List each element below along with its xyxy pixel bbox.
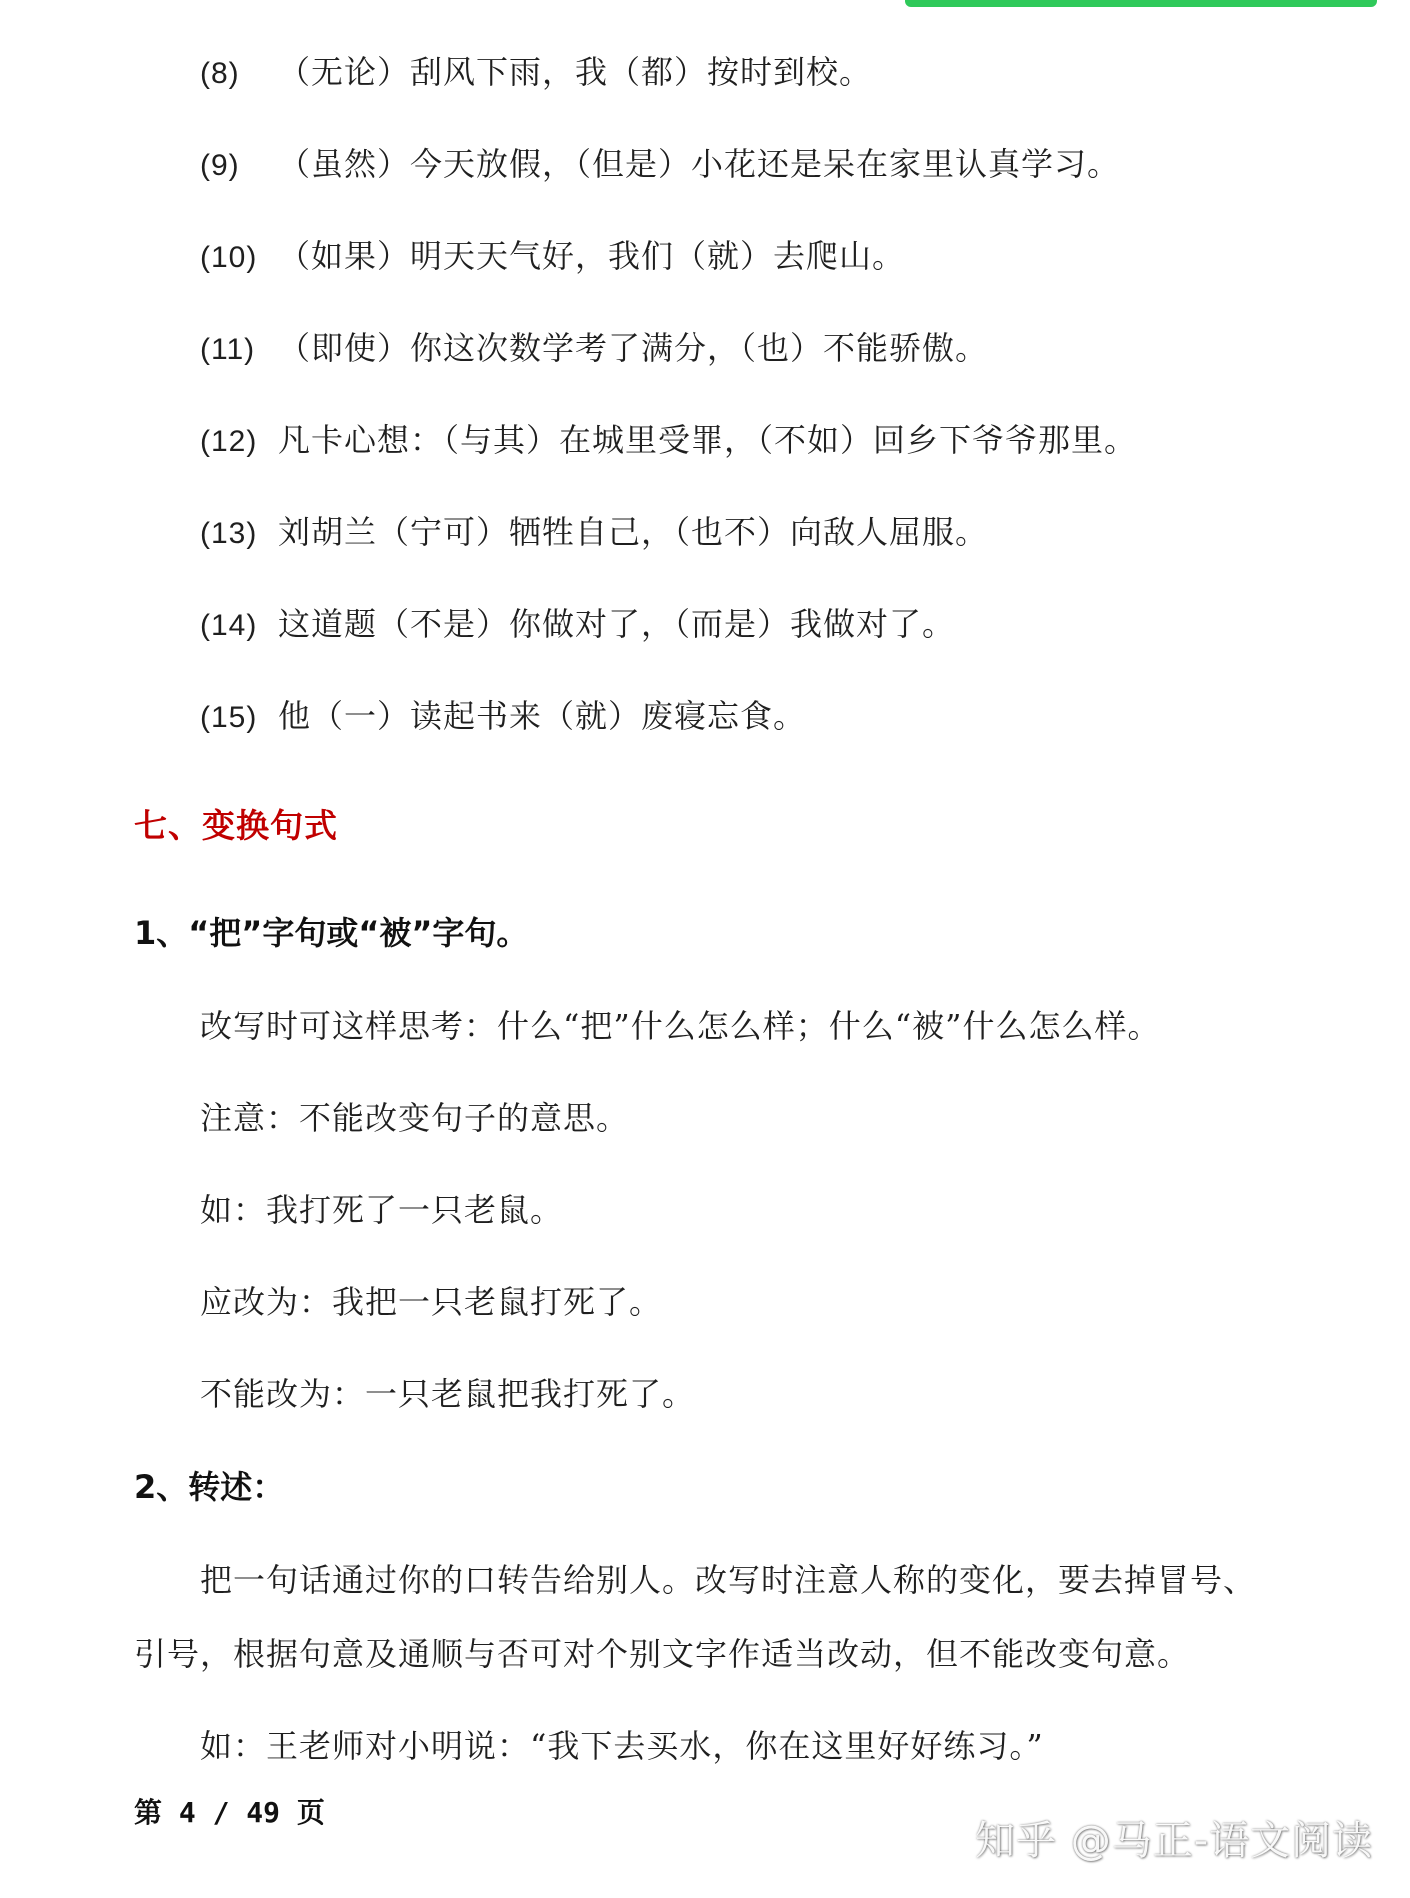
- sentence-item: [200, 328, 988, 370]
- subheading-retelling: 2、转述：: [134, 1468, 285, 1506]
- sentence-item: [200, 604, 955, 646]
- sentence-text: 他（一）读起书来（就）废寝忘食。: [278, 697, 807, 735]
- sentence-number: (10): [200, 241, 258, 274]
- body-line: 改写时可这样思考：什么“把”什么怎么样；什么“被”什么怎么样。: [200, 1007, 1161, 1045]
- sentence-number: (8): [200, 57, 240, 90]
- sentence-item: [200, 420, 1137, 462]
- sentence-number: (15): [200, 701, 258, 734]
- body-line: 注意：不能改变句子的意思。: [200, 1099, 630, 1137]
- sentence-text: 这道题（不是）你做对了，（而是）我做对了。: [278, 605, 956, 643]
- sentence-text: 凡卡心想：（与其）在城里受罪，（不如）回乡下爷爷那里。: [278, 421, 1138, 459]
- subheading-ba-bei: 1、“把”字句或“被”字句。: [134, 914, 529, 952]
- section-heading: 七、变换句式: [134, 806, 338, 845]
- sentence-text: （即使）你这次数学考了满分，（也）不能骄傲。: [278, 329, 989, 367]
- paragraph-line: 把一句话通过你的口转告给别人。改写时注意人称的变化，要去掉冒号、: [200, 1561, 1257, 1599]
- example-line: 如：王老师对小明说：“我下去买水，你在这里好好练习。”: [200, 1727, 1044, 1765]
- sentence-item: [200, 512, 988, 554]
- body-line: 不能改为：一只老鼠把我打死了。: [200, 1375, 696, 1413]
- sentence-item: [200, 236, 905, 278]
- sentence-text: （虽然）今天放假，（但是）小花还是呆在家里认真学习。: [278, 145, 1121, 183]
- sentence-number: (9): [200, 149, 240, 182]
- sentence-number: (13): [200, 517, 258, 550]
- top-green-bar: [905, 0, 1377, 7]
- sentence-number: (14): [200, 609, 258, 642]
- page-number: 第 4 / 49 页: [134, 1796, 325, 1829]
- sentence-text: （无论）刮风下雨，我（都）按时到校。: [278, 53, 873, 91]
- sentence-number: (12): [200, 425, 258, 458]
- sentence-item: [200, 144, 1120, 186]
- sentence-item: [200, 696, 806, 738]
- body-line: 应改为：我把一只老鼠打死了。: [200, 1283, 663, 1321]
- sentence-number: (11): [200, 333, 256, 366]
- sentence-text: 刘胡兰（宁可）牺牲自己，（也不）向敌人屈服。: [278, 513, 989, 551]
- body-line: 如：我打死了一只老鼠。: [200, 1191, 564, 1229]
- sentence-item: [200, 52, 872, 94]
- watermark: 知乎 @马正-语文阅读: [975, 1818, 1374, 1864]
- paragraph-line: 引号，根据句意及通顺与否可对个别文字作适当改动，但不能改变句意。: [134, 1635, 1191, 1673]
- sentence-text: （如果）明天天气好，我们（就）去爬山。: [278, 237, 906, 275]
